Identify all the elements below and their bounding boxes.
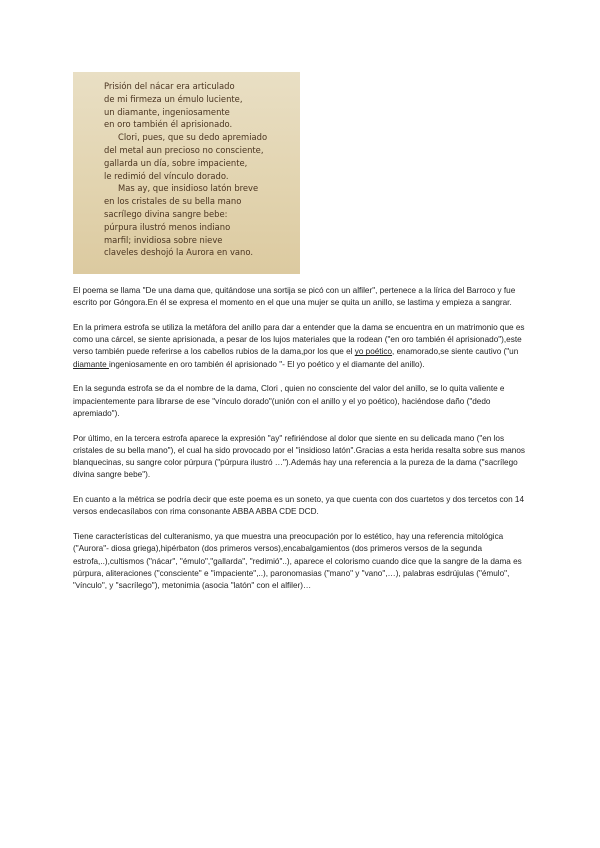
underlined-text: diamante bbox=[73, 359, 109, 369]
poem-line: claveles deshojó la Aurora en vano. bbox=[104, 247, 253, 258]
paragraph-intro: El poema se llama "De una dama que, quitándose una sortija se picó con un alfiler", pertenece a la lírica del Barroco y fue escrito por Góngora.En él se expresa el momento en el que una mujer se quita un anillo, se lastima y empieza a sangrar. bbox=[73, 286, 516, 308]
poem-line: gallarda un día, sobre impaciente, bbox=[104, 157, 248, 168]
poem-line: Prisión del nácar era articulado bbox=[104, 81, 235, 91]
document-body bbox=[73, 285, 533, 605]
poem-line: sacrílego divina sangre bebe: bbox=[104, 208, 228, 219]
underlined-text: yo poético bbox=[354, 347, 393, 357]
paragraph-metrics: En cuanto a la métrica se podría decir que este poema es un soneto, ya que cuenta con dos cuartetos y dos tercetos con 14 versos endecasílabos con rima consonante ABBA ABBA CDE DCD. bbox=[73, 495, 525, 517]
poem-image bbox=[73, 72, 300, 274]
poem-line: púrpura ilustró menos indiano bbox=[104, 221, 231, 232]
paragraph-text: , enamorado,se siente cautivo ("un bbox=[392, 347, 519, 357]
paragraph-text: En la primera estrofa se utiliza la metáfora del anillo para dar a entender que la dama se encuentra en un matrimonio que es como una cárcel, se siente aprisionada, a pesar de los lujos materiales que la rodean ("en oro también él aprisionado"),este verso también puede referirse a los cabellos rubios de la dama,por los que el bbox=[73, 322, 525, 357]
paragraph-second-stanza: En la segunda estrofa se da el nombre de la dama, Clori , quien no consciente del valor del anillo, se lo quita valiente e impacientemente para librarse de ese "vínculo dorado"(unión con el anillo y el yo poético), haciéndose daño ("dedo apremiado"). bbox=[73, 384, 505, 418]
paragraph-culteranismo: Tiene características del culteranismo, ya que muestra una preocupación por lo estético, hay una referencia mitológica ("Aurora"- diosa griega),hipérbaton (dos primeros versos),encabalgamientos (dos primeros versos de la segunda estrofa,..),cultismos ("nácar", "émulo","gallarda", "redimió"..), aparece el colorismo cuando dice que la sangre de la dama es púrpura, aliteraciones ("consciente" e "impaciente",..), paronomasias ("mano" y "vano",…), palabras esdrújulas ("émulo", "vínculo", y "sacrílego"), metonimia (asocia "latón" con el alfiler)… bbox=[73, 531, 522, 591]
poem-line: Mas ay, que insidioso latón breve bbox=[118, 183, 259, 194]
poem-line: Clori, pues, que su dedo apremiado bbox=[118, 132, 268, 143]
poem-line: en los cristales de su bella mano bbox=[104, 196, 242, 207]
paragraph-text: ingeniosamente en oro también él aprisionado "- El yo poético y el diamante del anillo). bbox=[108, 359, 425, 369]
poem-line: en oro también él aprisionado. bbox=[104, 119, 233, 130]
poem-line: de mi firmeza un émulo luciente, bbox=[104, 93, 243, 104]
poem-lines bbox=[104, 80, 267, 259]
poem-line: del metal aun precioso no consciente, bbox=[104, 144, 264, 155]
poem-line: marfil; invidiosa sobre nieve bbox=[104, 234, 223, 245]
poem-line: le redimió del vínculo dorado. bbox=[104, 170, 229, 181]
paragraph-first-stanza bbox=[73, 322, 533, 371]
poem-line: un diamante, ingeniosamente bbox=[104, 106, 230, 117]
paragraph-third-stanza: Por último, en la tercera estrofa aparece la expresión "ay" refiriéndose al dolor que siente en su delicada mano ("en los cristales de su bella mano"), el cual ha sido provocado por el "insidioso latón".Gracias a esta herida resalta sobre sus manos blanquecinas, su sangre color púrpura ("púrpura ilustró …").Además hay una referencia a la pureza de la dama ("sacrílego divina sangre bebe"). bbox=[73, 433, 525, 480]
